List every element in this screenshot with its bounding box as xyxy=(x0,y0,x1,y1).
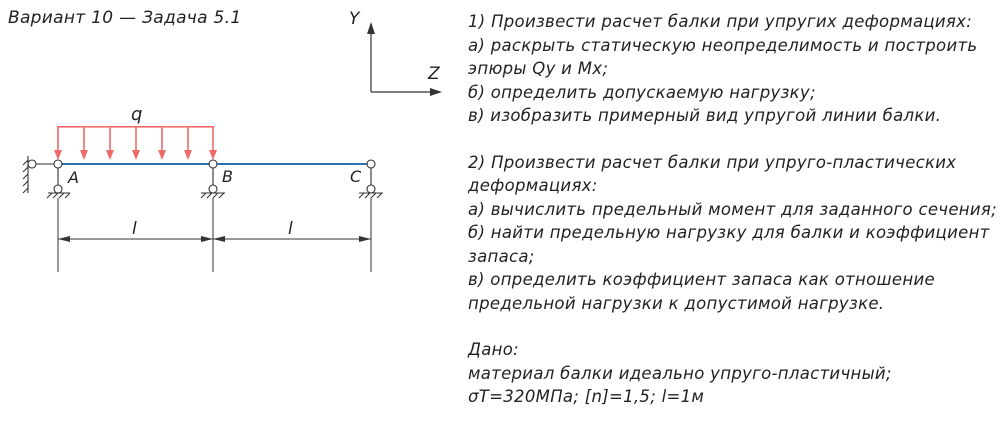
task-text xyxy=(468,10,997,409)
support-c xyxy=(359,160,383,198)
task-item-1a: а) раскрыть статическую неопределимость и построить xyxy=(468,35,978,55)
load-arrow-head xyxy=(54,150,62,160)
distributed-load xyxy=(54,126,217,160)
axis-z-label: Z xyxy=(428,64,440,84)
load-arrow-head xyxy=(132,150,140,160)
dimension-lines xyxy=(58,198,371,272)
span-2-label: l xyxy=(288,219,293,239)
task-item-1b: б) определить допускаемую нагрузку; xyxy=(468,82,816,102)
load-arrow-head xyxy=(184,150,192,160)
task-item-1: 1) Произвести расчет балки при упругих деформациях: xyxy=(468,12,973,31)
task-item-2c-cont: предельной нагрузки к допустимой нагрузке. xyxy=(468,293,885,313)
axis-y-arrow xyxy=(367,22,375,34)
axes xyxy=(367,22,442,96)
task-item-2a: а) вычислить предельный момент для заданного сечения; xyxy=(468,199,997,219)
beam-diagram xyxy=(0,0,460,444)
load-arrow-head xyxy=(80,150,88,160)
support-b-label: B xyxy=(222,167,233,186)
task-item-1a-cont: эпюры Qy и Mx; xyxy=(468,59,609,78)
variant-title: Вариант 10 — Задача 5.1 xyxy=(8,8,242,28)
load-arrow-head xyxy=(209,150,217,160)
task-item-2b-cont: запаса; xyxy=(468,246,535,266)
given-material: материал балки идеально упруго-пластичный; xyxy=(468,363,892,383)
support-a-label: A xyxy=(68,168,79,187)
task-item-2b: б) найти предельную нагрузку для балки и коэффициент xyxy=(468,223,990,242)
support-c-label: C xyxy=(350,167,362,186)
support-a xyxy=(23,156,70,198)
task-item-1c: в) изобразить примерный вид упругой линии балки. xyxy=(468,106,942,125)
load-arrow-head xyxy=(106,150,114,160)
spacer xyxy=(468,128,993,151)
task-item-2c: в) определить коэффициент запаса как отношение xyxy=(468,270,935,289)
given-title: Дано: xyxy=(468,340,519,359)
axis-y-label: Y xyxy=(349,9,360,29)
load-label: q xyxy=(131,104,143,125)
given-values: σT=320МПа; [n]=1,5; l=1м xyxy=(468,387,705,406)
load-arrow-head xyxy=(158,150,166,160)
task-item-2-cont: деформациях: xyxy=(468,176,598,195)
span-1-label: l xyxy=(132,219,137,239)
spacer xyxy=(468,315,993,338)
task-item-2: 2) Произвести расчет балки при упруго-пластических xyxy=(468,152,957,172)
axis-z-arrow xyxy=(430,88,442,96)
